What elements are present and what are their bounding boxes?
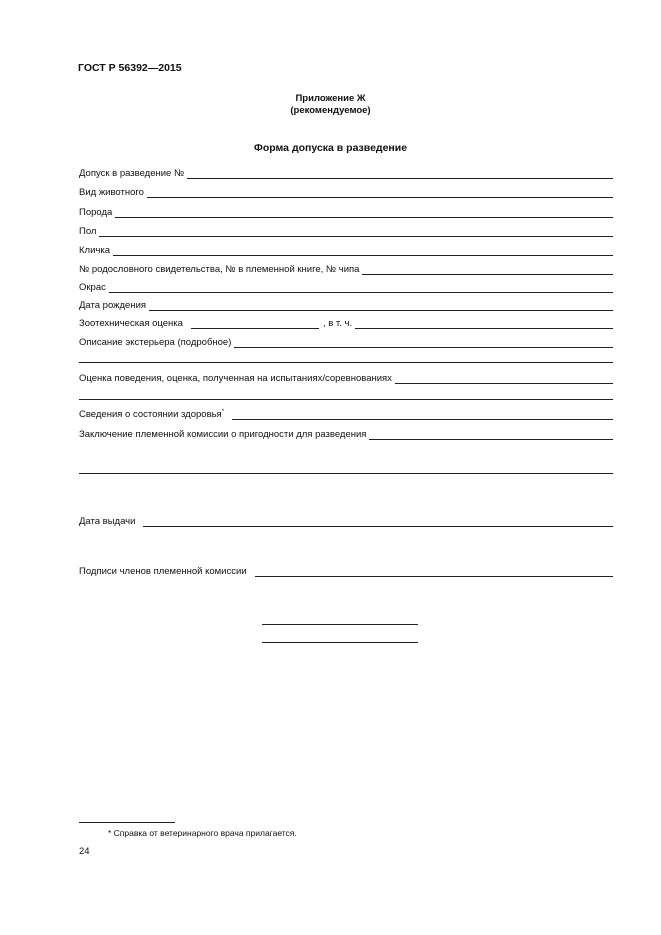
pedigree-line[interactable] <box>362 264 613 275</box>
breed-label: Порода <box>79 207 113 218</box>
species-line[interactable] <box>147 187 613 198</box>
zoo-score-including-line[interactable] <box>355 318 613 329</box>
health-label-wrap <box>79 409 224 420</box>
issue-date-label: Дата выдачи <box>79 516 136 527</box>
signatures-line[interactable] <box>255 566 613 577</box>
footnote: * Справка от ветеринарного врача прилагается. <box>108 828 297 838</box>
conclusion-field[interactable] <box>79 427 613 440</box>
zoo-score-label: Зоотехническая оценка <box>79 318 183 329</box>
exterior-field[interactable] <box>79 335 613 348</box>
signatures-label: Подписи членов племенной комиссии <box>79 566 247 577</box>
exterior-line-2[interactable] <box>79 362 613 363</box>
color-line[interactable] <box>109 282 613 293</box>
sex-label: Пол <box>79 226 97 237</box>
name-line[interactable] <box>113 245 613 256</box>
health-line[interactable] <box>232 409 613 420</box>
admission-line[interactable] <box>187 168 613 179</box>
signature-line-1[interactable] <box>262 624 418 625</box>
issue-date-field[interactable] <box>79 514 613 527</box>
color-field[interactable] <box>79 280 613 293</box>
zoo-score-line[interactable] <box>191 318 319 329</box>
breed-line[interactable] <box>115 207 613 218</box>
page-number: 24 <box>79 846 90 857</box>
conclusion-line-2[interactable] <box>79 473 613 474</box>
name-field[interactable] <box>79 243 613 256</box>
health-label: Сведения о состоянии здоровья <box>79 409 222 420</box>
behavior-label: Оценка поведения, оценка, полученная на испытаниях/соревнованиях <box>79 373 392 384</box>
form-title: Форма допуска в разведение <box>253 142 408 154</box>
exterior-line[interactable] <box>234 337 613 348</box>
conclusion-label: Заключение племенной комиссии о пригодности для разведения <box>79 429 367 440</box>
sex-field[interactable] <box>79 224 613 237</box>
admission-field[interactable] <box>79 166 613 179</box>
birth-date-field[interactable] <box>79 298 613 311</box>
conclusion-line[interactable] <box>369 429 613 440</box>
appendix-title: Приложение Ж <box>295 93 366 104</box>
footnote-separator <box>79 822 175 823</box>
pedigree-label: № родословного свидетельства, № в племенной книге, № чипа <box>79 264 360 275</box>
species-label: Вид животного <box>79 187 144 198</box>
birth-date-line[interactable] <box>149 300 613 311</box>
health-footnote-mark: * <box>221 409 225 415</box>
behavior-line-2[interactable] <box>79 399 613 400</box>
document-header: ГОСТ Р 56392—2015 <box>78 62 182 74</box>
behavior-field[interactable] <box>79 371 613 384</box>
name-label: Кличка <box>79 245 110 256</box>
breed-field[interactable] <box>79 205 613 218</box>
zoo-score-field[interactable] <box>79 316 613 329</box>
issue-date-line[interactable] <box>143 516 613 527</box>
health-field[interactable] <box>79 407 613 420</box>
zoo-score-including: , в т. ч. <box>322 318 353 329</box>
admission-label: Допуск в разведение № <box>79 168 185 179</box>
pedigree-field[interactable] <box>79 262 613 275</box>
behavior-line[interactable] <box>395 373 613 384</box>
signature-line-2[interactable] <box>262 642 418 643</box>
appendix-subtitle: (рекомендуемое) <box>290 105 371 116</box>
exterior-label: Описание экстерьера (подробное) <box>79 337 232 348</box>
birth-date-label: Дата рождения <box>79 300 147 311</box>
sex-line[interactable] <box>99 226 613 237</box>
signatures-field[interactable] <box>79 564 613 577</box>
species-field[interactable] <box>79 185 613 198</box>
color-label: Окрас <box>79 282 106 293</box>
